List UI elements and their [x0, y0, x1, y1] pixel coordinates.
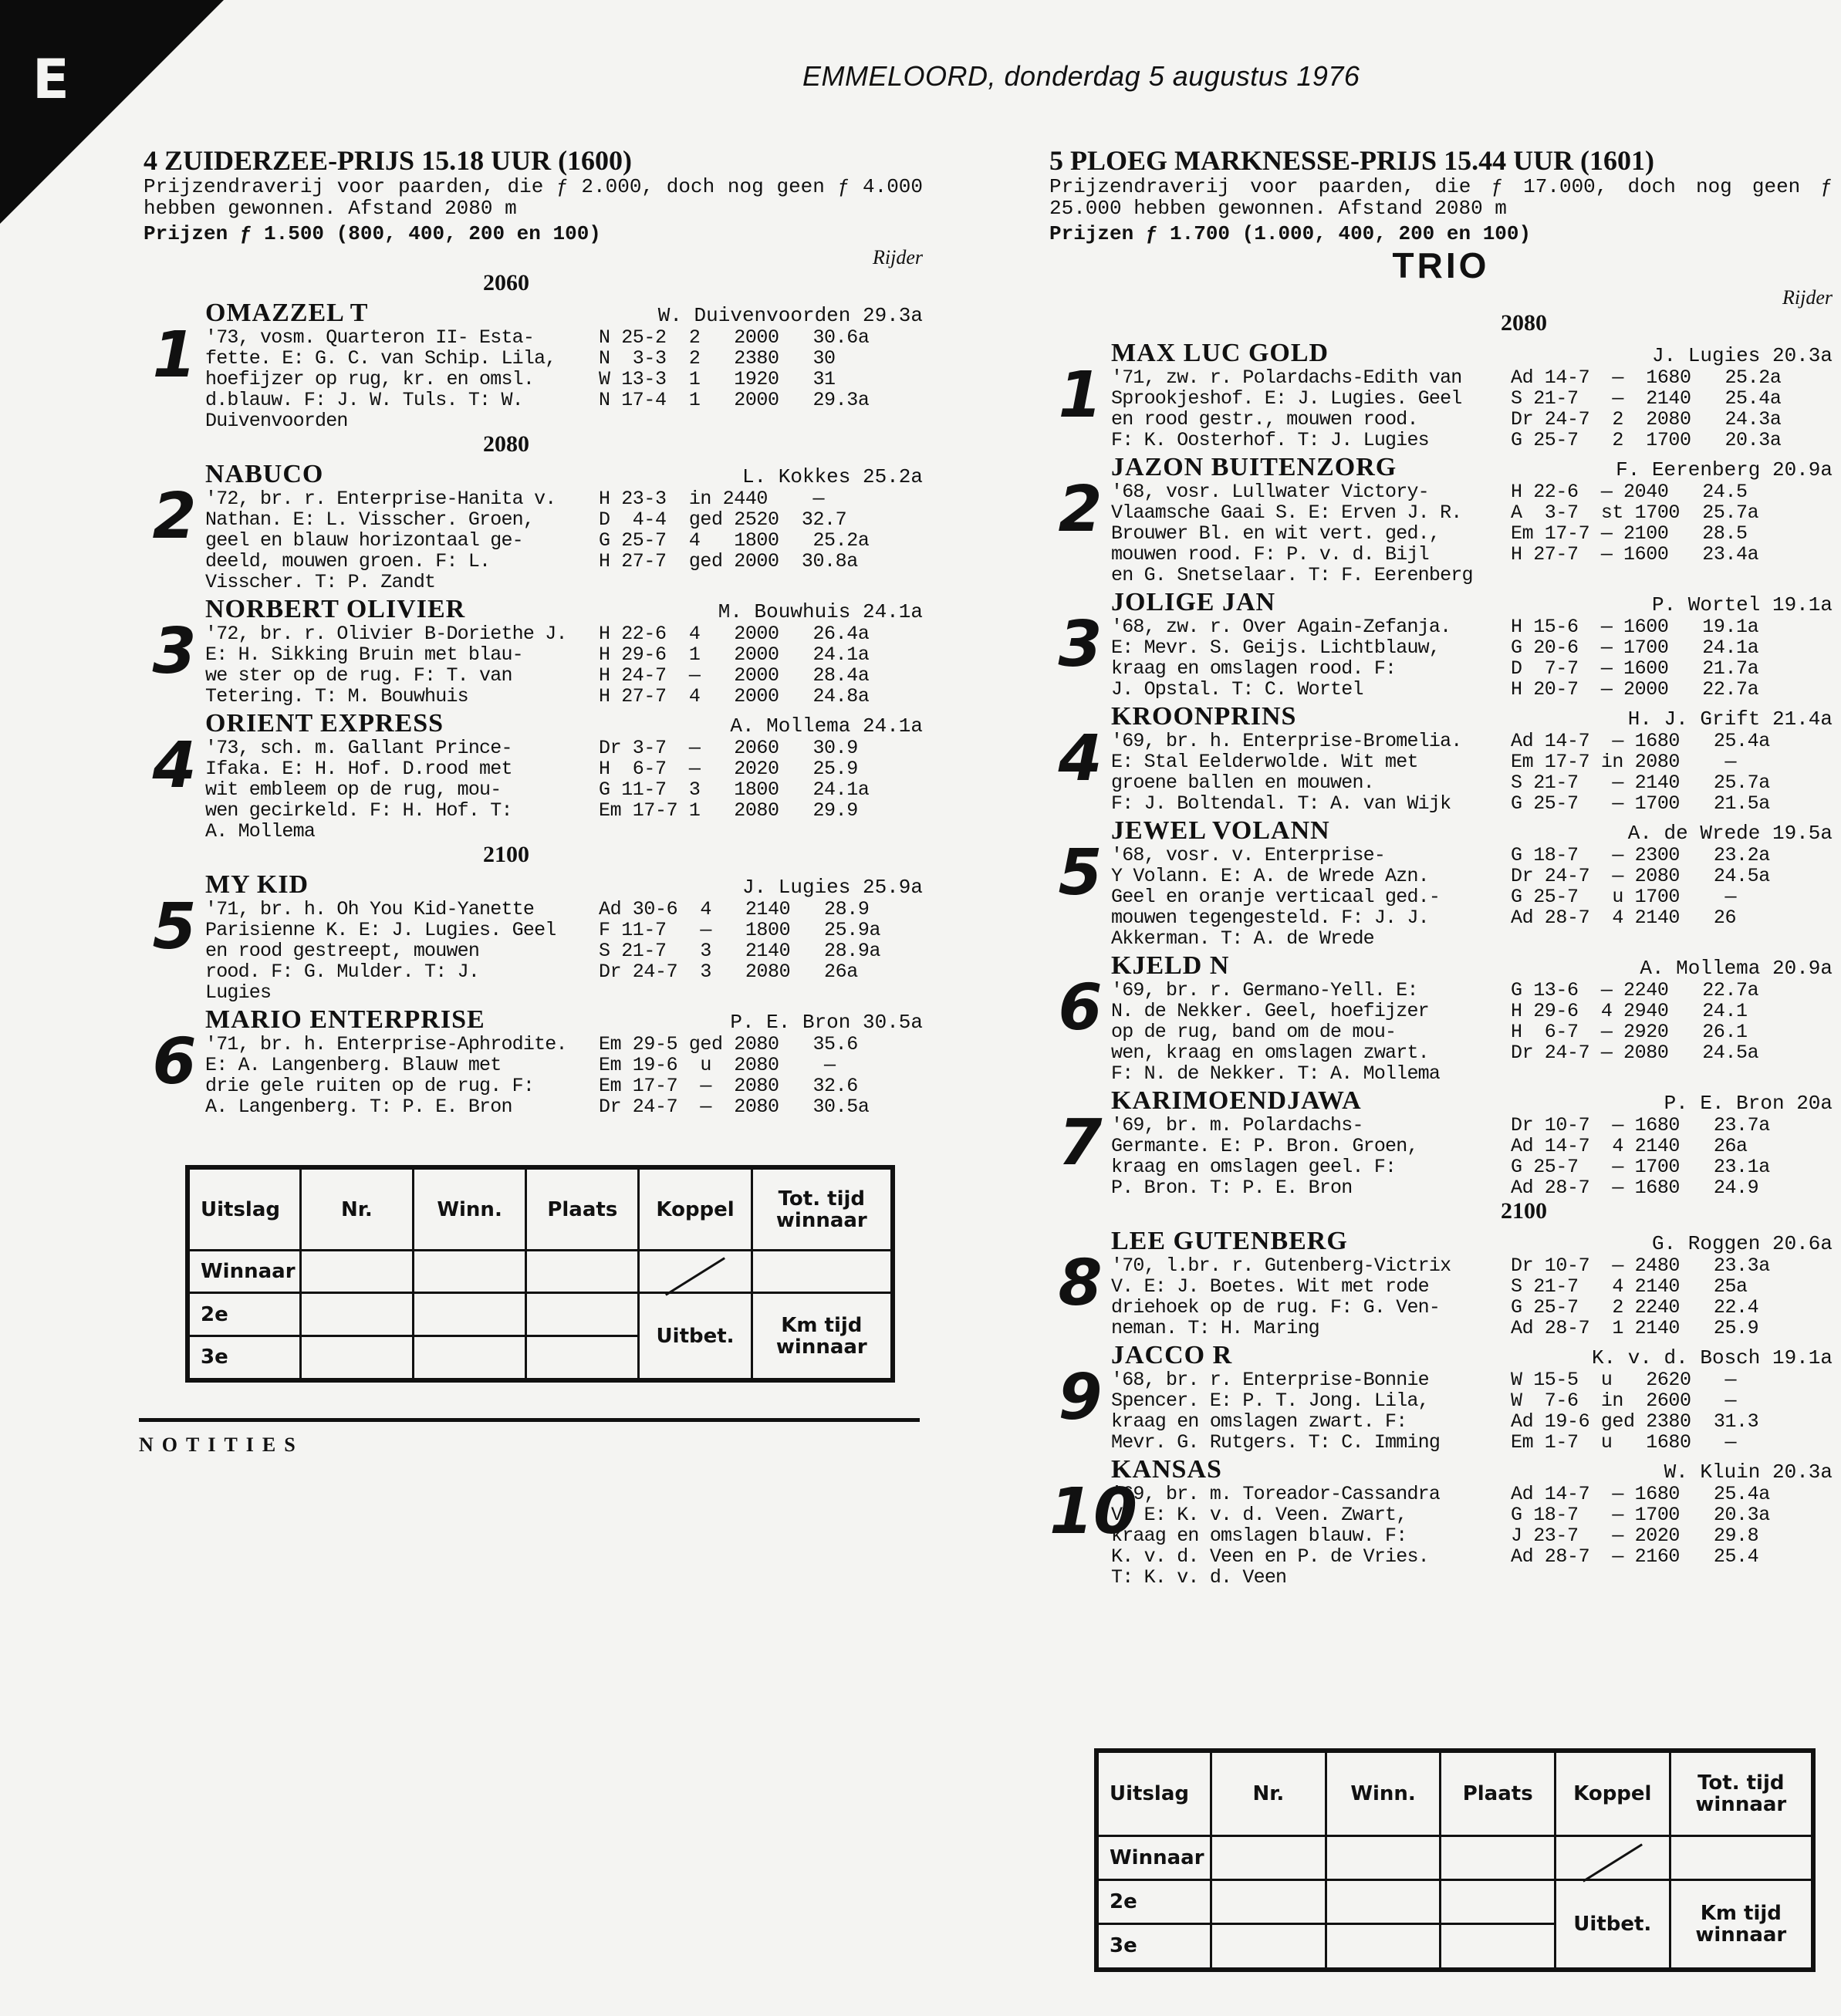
- rider-name: A. Mollema 20.9a: [1640, 957, 1833, 980]
- horse-body: [1111, 1456, 1833, 1588]
- horse-details: [1111, 481, 1833, 586]
- horse-details: [205, 1034, 923, 1117]
- header-cell: Uitslag: [1096, 1751, 1211, 1836]
- horse-details: [1111, 616, 1833, 700]
- horse-header: [205, 871, 923, 899]
- horse-body: [1111, 817, 1833, 949]
- performance-lines: Dr 10-7 — 1680 23.7a Ad 14-7 4 2140 26a G 25-7 — 1700 23.1a Ad 28-7 — 1680 24.9: [1511, 1114, 1770, 1199]
- horse-header: [205, 1006, 923, 1034]
- start-number: 6: [152, 1025, 197, 1099]
- horse-body: [205, 1006, 923, 1117]
- horse-details: [205, 327, 923, 431]
- header-cell: Tot. tijd winnaar: [1670, 1751, 1813, 1836]
- horse-body: [205, 596, 923, 707]
- uitbet-cell: Uitbet.: [639, 1293, 752, 1380]
- performance-lines: Dr 3-7 — 2060 30.9 H 6-7 — 2020 25.9 G 11-7 3 1800 24.1a Em 17-7 1 2080 29.9: [599, 737, 870, 822]
- blank-cell[interactable]: [1211, 1923, 1326, 1970]
- horse-body: [205, 871, 923, 1003]
- horse-details: [1111, 845, 1833, 949]
- horse-name: OMAZZEL T: [205, 299, 369, 327]
- performance-lines: H 22-6 4 2000 26.4a H 29-6 1 2000 24.1a H 24-7 — 2000 28.4a H 27-7 4 2000 24.8a: [599, 623, 870, 707]
- horse-entry: [144, 596, 923, 707]
- header-cell: Plaats: [526, 1167, 639, 1251]
- horse-details: [1111, 367, 1833, 451]
- rider-name: K. v. d. Bosch 19.1a: [1591, 1346, 1833, 1369]
- start-number: 3: [1058, 608, 1103, 681]
- start-number: 8: [1058, 1247, 1103, 1320]
- horse-description: '69, br. r. Germano-Yell. E: N. de Nekker. Geel, hoefijzer op de rug, band om de mou- wen, kraag en omslagen zwart. F: N. de Nekker. T: A. Mollema: [1111, 979, 1441, 1085]
- rider-name: P. E. Bron 20a: [1664, 1092, 1833, 1115]
- horse-details: [205, 623, 923, 707]
- header-cell: Tot. tijd winnaar: [752, 1167, 893, 1251]
- header-cell: Plaats: [1441, 1751, 1556, 1836]
- header-cell: Winn.: [1326, 1751, 1441, 1836]
- row-label: 3e: [187, 1336, 300, 1380]
- horse-description: '73, sch. m. Gallant Prince- Ifaka. E: H. Hof. D.rood met wit embleem op de rug, mou- wen gecirkeld. F: H. Hof. T: A. Mollema: [205, 737, 512, 843]
- rider-name: P. Wortel 19.1a: [1651, 593, 1833, 616]
- uitbet-cell: Uitbet.: [1556, 1880, 1670, 1970]
- horse-description: '68, br. r. Enterprise-Bonnie Spencer. E: P. T. Jong. Lila, kraag en omslagen zwart. F: Mevr. G. Rutgers. T: C. Imming: [1111, 1369, 1441, 1454]
- blank-cell[interactable]: [1441, 1923, 1556, 1970]
- horse-description: '69, br. h. Enterprise-Bromelia. E: Stal Eelderwolde. Wit met groene ballen en mouwen. F: J. Boltendal. T: A. van Wijk: [1111, 730, 1462, 815]
- horse-entry: [1049, 703, 1833, 814]
- race-4-column: [144, 145, 923, 1117]
- header-cell: Winn.: [413, 1167, 525, 1251]
- row-label: 2e: [1096, 1880, 1211, 1924]
- start-number: 2: [1058, 473, 1103, 546]
- trio-label: TRIO: [1392, 245, 1490, 285]
- horse-details: [1111, 1255, 1833, 1339]
- start-number: 7: [1058, 1106, 1103, 1180]
- horse-header: [1111, 1087, 1833, 1115]
- horse-body: [1111, 589, 1833, 700]
- horse-details: [1111, 1484, 1833, 1588]
- rider-name: L. Kokkes 25.2a: [741, 465, 923, 488]
- horse-entry: [1049, 339, 1833, 451]
- blank-cell[interactable]: [1441, 1880, 1556, 1924]
- horse-name: JAZON BUITENZORG: [1111, 453, 1397, 481]
- performance-lines: Ad 14-7 — 1680 25.4a Em 17-7 in 2080 — S 21-7 — 2140 25.7a G 25-7 — 1700 21.5a: [1511, 730, 1770, 815]
- horse-name: KJELD N: [1111, 951, 1230, 980]
- horse-entry: [144, 461, 923, 593]
- horse-details: [1111, 1115, 1833, 1198]
- start-number: 9: [1058, 1361, 1103, 1434]
- header-cell: Nr.: [1211, 1751, 1326, 1836]
- blank-cell[interactable]: [1326, 1923, 1441, 1970]
- performance-lines: Em 29-5 ged 2080 35.6 Em 19-6 u 2080 — Em 17-7 — 2080 32.6 Dr 24-7 — 2080 30.5a: [599, 1033, 870, 1118]
- blank-cell[interactable]: [413, 1251, 525, 1293]
- start-number: 2: [152, 480, 197, 553]
- horse-header: [1111, 589, 1833, 616]
- horse-description: '69, br. m. Polardachs- Germante. E: P. Bron. Groen, kraag en omslagen geel. F: P. Bron. T: P. E. Bron: [1111, 1114, 1418, 1199]
- blank-cell[interactable]: [526, 1336, 639, 1380]
- start-number: 5: [152, 890, 197, 964]
- horse-name: NORBERT OLIVIER: [205, 595, 466, 623]
- horse-name: MY KID: [205, 870, 309, 899]
- koppel-slash-cell: [639, 1251, 752, 1293]
- result-table: [185, 1165, 895, 1383]
- divider-rule: [139, 1418, 920, 1422]
- blank-cell[interactable]: [413, 1293, 525, 1336]
- blank-cell[interactable]: [752, 1251, 893, 1293]
- start-number: 1: [152, 319, 197, 392]
- header-cell: Nr.: [300, 1167, 413, 1251]
- row-label: Winnaar: [187, 1251, 300, 1293]
- performance-lines: N 25-2 2 2000 30.6a N 3-3 2 2380 30 W 13-3 1 1920 31 N 17-4 1 2000 29.3a: [599, 326, 870, 411]
- rider-name: H. J. Grift 21.4a: [1627, 707, 1833, 731]
- horse-details: [1111, 1369, 1833, 1453]
- race-conditions: Prijzendraverij voor paarden, die ƒ 17.000, doch nog geen ƒ 25.000 hebben gewonnen. Afstand 2080 m: [1049, 175, 1833, 220]
- horse-description: '68, zw. r. Over Again-Zefanja. E: Mevr. S. Geijs. Lichtblauw, kraag en omslagen rood. F: J. Opstal. T: C. Wortel: [1111, 616, 1451, 701]
- section-letter: E: [32, 48, 69, 111]
- row-label: Winnaar: [1096, 1836, 1211, 1880]
- horse-entry: [1049, 589, 1833, 700]
- start-number: 6: [1058, 971, 1103, 1045]
- entries: [144, 270, 923, 1117]
- horse-header: [205, 461, 923, 488]
- horse-header: [1111, 952, 1833, 980]
- rider-name: J. Lugies 25.9a: [741, 876, 923, 899]
- blank-cell[interactable]: [1211, 1880, 1326, 1924]
- horse-header: [1111, 1456, 1833, 1484]
- horse-name: MAX LUC GOLD: [1111, 339, 1329, 367]
- rider-name: A. Mollema 24.1a: [730, 714, 923, 738]
- blank-cell[interactable]: [300, 1251, 413, 1293]
- horse-name: JACCO R: [1111, 1341, 1233, 1369]
- horse-name: KANSAS: [1111, 1455, 1222, 1484]
- race-prizes: Prijzen ƒ 1.500 (800, 400, 200 en 100): [144, 222, 601, 245]
- horse-details: [205, 899, 923, 1003]
- start-number: 4: [1058, 722, 1103, 795]
- slash-mark: [665, 1258, 725, 1296]
- horse-description: '70, l.br. r. Gutenberg-Victrix V. E: J. Boetes. Wit met rode driehoek op de rug. F: G. Ven- neman. T: H. Maring: [1111, 1255, 1451, 1339]
- horse-description: '71, br. h. Enterprise-Aphrodite. E: A. Langenberg. Blauw met drie gele ruiten op de rug. F: A. Langenberg. T: P. E. Bron: [205, 1033, 567, 1118]
- header-cell: Koppel: [1556, 1751, 1670, 1836]
- distance-header: 2100: [483, 842, 529, 867]
- horse-description: '73, vosm. Quarteron II- Esta- fette. E: G. C. van Schip. Lila, hoefijzer op rug, kr. en omsl. d.blauw. F: J. W. Tuls. T: W. Duivenvoorden: [205, 326, 556, 432]
- horse-body: [1111, 1342, 1833, 1453]
- horse-entry: [144, 710, 923, 842]
- start-number: 3: [152, 615, 197, 688]
- horse-body: [205, 710, 923, 842]
- start-number: 4: [152, 729, 197, 802]
- horse-entry: [144, 1006, 923, 1117]
- horse-body: [205, 299, 923, 431]
- horse-entry: [1049, 454, 1833, 586]
- horse-header: [205, 299, 923, 327]
- horse-name: LEE GUTENBERG: [1111, 1227, 1348, 1255]
- race-title: 4 ZUIDERZEE-PRIJS 15.18 UUR (1600): [144, 145, 633, 176]
- horse-header: [1111, 703, 1833, 731]
- performance-lines: Ad 14-7 — 1680 25.4a G 18-7 — 1700 20.3a J 23-7 — 2020 29.8 Ad 28-7 — 2160 25.4: [1511, 1483, 1770, 1568]
- horse-header: [1111, 339, 1833, 367]
- horse-description: '72, br. r. Olivier B-Doriethe J. E: H. Sikking Bruin met blau- we ster op de rug. F: T. van Tetering. T: M. Bouwhuis: [205, 623, 567, 707]
- performance-lines: G 18-7 — 2300 23.2a Dr 24-7 — 2080 24.5a G 25-7 u 1700 — Ad 28-7 4 2140 26: [1511, 844, 1770, 929]
- performance-lines: Ad 30-6 4 2140 28.9 F 11-7 — 1800 25.9a S 21-7 3 2140 28.9a Dr 24-7 3 2080 26a: [599, 898, 881, 983]
- blank-cell[interactable]: [300, 1336, 413, 1380]
- race-title: 5 PLOEG MARKNESSE-PRIJS 15.44 UUR (1601): [1049, 145, 1655, 176]
- horse-description: '72, br. r. Enterprise-Hanita v. Nathan. E: L. Visscher. Groen, geel en blauw horizontaal ge- deeld, mouwen groen. F: L. Visscher. T: P. Zandt: [205, 488, 556, 593]
- start-number: 5: [1058, 836, 1103, 910]
- horse-name: MARIO ENTERPRISE: [205, 1005, 485, 1034]
- horse-description: '71, zw. r. Polardachs-Edith van Sprookjeshof. E: J. Lugies. Geel en rood gestr., mouwen rood. F: K. Oosterhof. T: J. Lugies: [1111, 366, 1462, 451]
- header-cell: Koppel: [639, 1167, 752, 1251]
- blank-cell[interactable]: [526, 1293, 639, 1336]
- horse-header: [205, 710, 923, 738]
- race-prizes: Prijzen ƒ 1.700 (1.000, 400, 200 en 100): [1049, 222, 1532, 245]
- race-5-column: [1049, 145, 1833, 1588]
- rider-name: G. Roggen 20.6a: [1651, 1232, 1833, 1255]
- performance-lines: H 15-6 — 1600 19.1a G 20-6 — 1700 24.1a D 7-7 — 1600 21.7a H 20-7 — 2000 22.7a: [1511, 616, 1759, 701]
- blank-cell[interactable]: [1326, 1880, 1441, 1924]
- horse-body: [1111, 703, 1833, 814]
- performance-lines: W 15-5 u 2620 — W 7-6 in 2600 — Ad 19-6 ged 2380 31.3 Em 1-7 u 1680 —: [1511, 1369, 1759, 1454]
- horse-description: '69, br. m. Toreador-Cassandra V. E: K. v. d. Veen. Zwart, kraag en omslagen blauw. F: K. v. d. Veen en P. de Vries. T: K. v. d. Veen: [1111, 1483, 1441, 1589]
- horse-entry: [1049, 817, 1833, 949]
- entries: [1049, 310, 1833, 1588]
- horse-body: [1111, 1227, 1833, 1339]
- blank-cell[interactable]: [300, 1293, 413, 1336]
- horse-body: [1111, 952, 1833, 1084]
- distance-header: 2080: [483, 431, 529, 457]
- horse-entry: [1049, 1342, 1833, 1453]
- race-conditions: Prijzendraverij voor paarden, die ƒ 2.000, doch nog geen ƒ 4.000 hebben gewonnen. Afstand 2080 m: [144, 175, 923, 220]
- horse-name: KARIMOENDJAWA: [1111, 1086, 1362, 1115]
- slash-mark: [1583, 1844, 1643, 1883]
- km-tijd-cell: Km tijd winnaar: [1670, 1880, 1813, 1970]
- horse-entry: [1049, 1227, 1833, 1339]
- horse-entry: [144, 871, 923, 1003]
- horse-entry: [1049, 1456, 1833, 1588]
- horse-header: [1111, 1227, 1833, 1255]
- page-header: EMMELOORD, donderdag 5 augustus 1976: [802, 60, 1360, 92]
- blank-cell[interactable]: [1211, 1836, 1326, 1880]
- rider-name: M. Bouwhuis 24.1a: [718, 600, 923, 623]
- performance-lines: H 23-3 in 2440 — D 4-4 ged 2520 32.7 G 25-7 4 1800 25.2a H 27-7 ged 2000 30.8a: [599, 488, 870, 572]
- horse-body: [1111, 339, 1833, 451]
- horse-name: JEWEL VOLANN: [1111, 816, 1330, 845]
- horse-header: [1111, 1342, 1833, 1369]
- horse-header: [205, 596, 923, 623]
- blank-cell[interactable]: [413, 1336, 525, 1380]
- performance-lines: Dr 10-7 — 2480 23.3a S 21-7 4 2140 25a G 25-7 2 2240 22.4 Ad 28-7 1 2140 25.9: [1511, 1255, 1770, 1339]
- performance-lines: Ad 14-7 — 1680 25.2a S 21-7 — 2140 25.4a Dr 24-7 2 2080 24.3a G 25-7 2 1700 20.3a: [1511, 366, 1782, 451]
- blank-cell[interactable]: [1326, 1836, 1441, 1880]
- result-table: [1094, 1748, 1816, 1972]
- blank-cell[interactable]: [526, 1251, 639, 1293]
- horse-header: [1111, 817, 1833, 845]
- horse-body: [1111, 454, 1833, 586]
- header-cell: Uitslag: [187, 1167, 300, 1251]
- horse-description: '68, vosr. Lullwater Victory- Vlaamsche Gaai S. E: Erven J. R. Brouwer Bl. en wit vert. ged., mouwen rood. F: P. v. d. Bijl en G. Snetselaar. T: F. Eerenberg: [1111, 481, 1473, 586]
- horse-entry: [1049, 1087, 1833, 1198]
- rider-name: J. Lugies 20.3a: [1651, 344, 1833, 367]
- distance-header: 2080: [1501, 310, 1547, 336]
- horse-name: ORIENT EXPRESS: [205, 709, 444, 738]
- horse-details: [1111, 731, 1833, 814]
- blank-cell[interactable]: [1670, 1836, 1813, 1880]
- horse-entry: [1049, 952, 1833, 1084]
- koppel-slash-cell: [1556, 1836, 1670, 1880]
- start-number: 10: [1049, 1475, 1138, 1548]
- notes-heading: NOTITIES: [139, 1433, 304, 1456]
- blank-cell[interactable]: [1441, 1836, 1556, 1880]
- rider-name: A. de Wrede 19.5a: [1627, 822, 1833, 845]
- km-tijd-cell: Km tijd winnaar: [752, 1293, 893, 1380]
- distance-header: 2100: [1501, 1198, 1547, 1224]
- row-label: 3e: [1096, 1923, 1211, 1970]
- horse-name: KROONPRINS: [1111, 702, 1297, 731]
- horse-header: [1111, 454, 1833, 481]
- horse-details: [205, 738, 923, 842]
- performance-lines: H 22-6 — 2040 24.5 A 3-7 st 1700 25.7a Em 17-7 — 2100 28.5 H 27-7 — 1600 23.4a: [1511, 481, 1759, 566]
- rider-name: W. Duivenvoorden 29.3a: [657, 304, 923, 327]
- horse-name: NABUCO: [205, 460, 324, 488]
- horse-body: [205, 461, 923, 593]
- horse-details: [1111, 980, 1833, 1084]
- rijder-label: Rijder: [873, 246, 923, 268]
- distance-header: 2060: [483, 270, 529, 295]
- performance-lines: G 13-6 — 2240 22.7a H 29-6 4 2940 24.1 H 6-7 — 2920 26.1 Dr 24-7 — 2080 24.5a: [1511, 979, 1759, 1064]
- rider-name: F. Eerenberg 20.9a: [1616, 458, 1833, 481]
- horse-entry: [144, 299, 923, 431]
- horse-description: '71, br. h. Oh You Kid-Yanette Parisienne K. E: J. Lugies. Geel en rood gestreept, mouwen rood. F: G. Mulder. T: J. Lugies: [205, 898, 556, 1004]
- rider-name: P. E. Bron 30.5a: [730, 1011, 923, 1034]
- row-label: 2e: [187, 1293, 300, 1336]
- rijder-label: Rijder: [1782, 286, 1833, 309]
- horse-body: [1111, 1087, 1833, 1198]
- horse-details: [205, 488, 923, 593]
- horse-name: JOLIGE JAN: [1111, 588, 1276, 616]
- start-number: 1: [1058, 359, 1103, 432]
- rider-name: W. Kluin 20.3a: [1664, 1461, 1833, 1484]
- horse-description: '68, vosr. v. Enterprise- Y Volann. E: A. de Wrede Azn. Geel en oranje verticaal ged.- mouwen tegengesteld. F: J. J. Akkerman. T: A. de Wrede: [1111, 844, 1441, 950]
